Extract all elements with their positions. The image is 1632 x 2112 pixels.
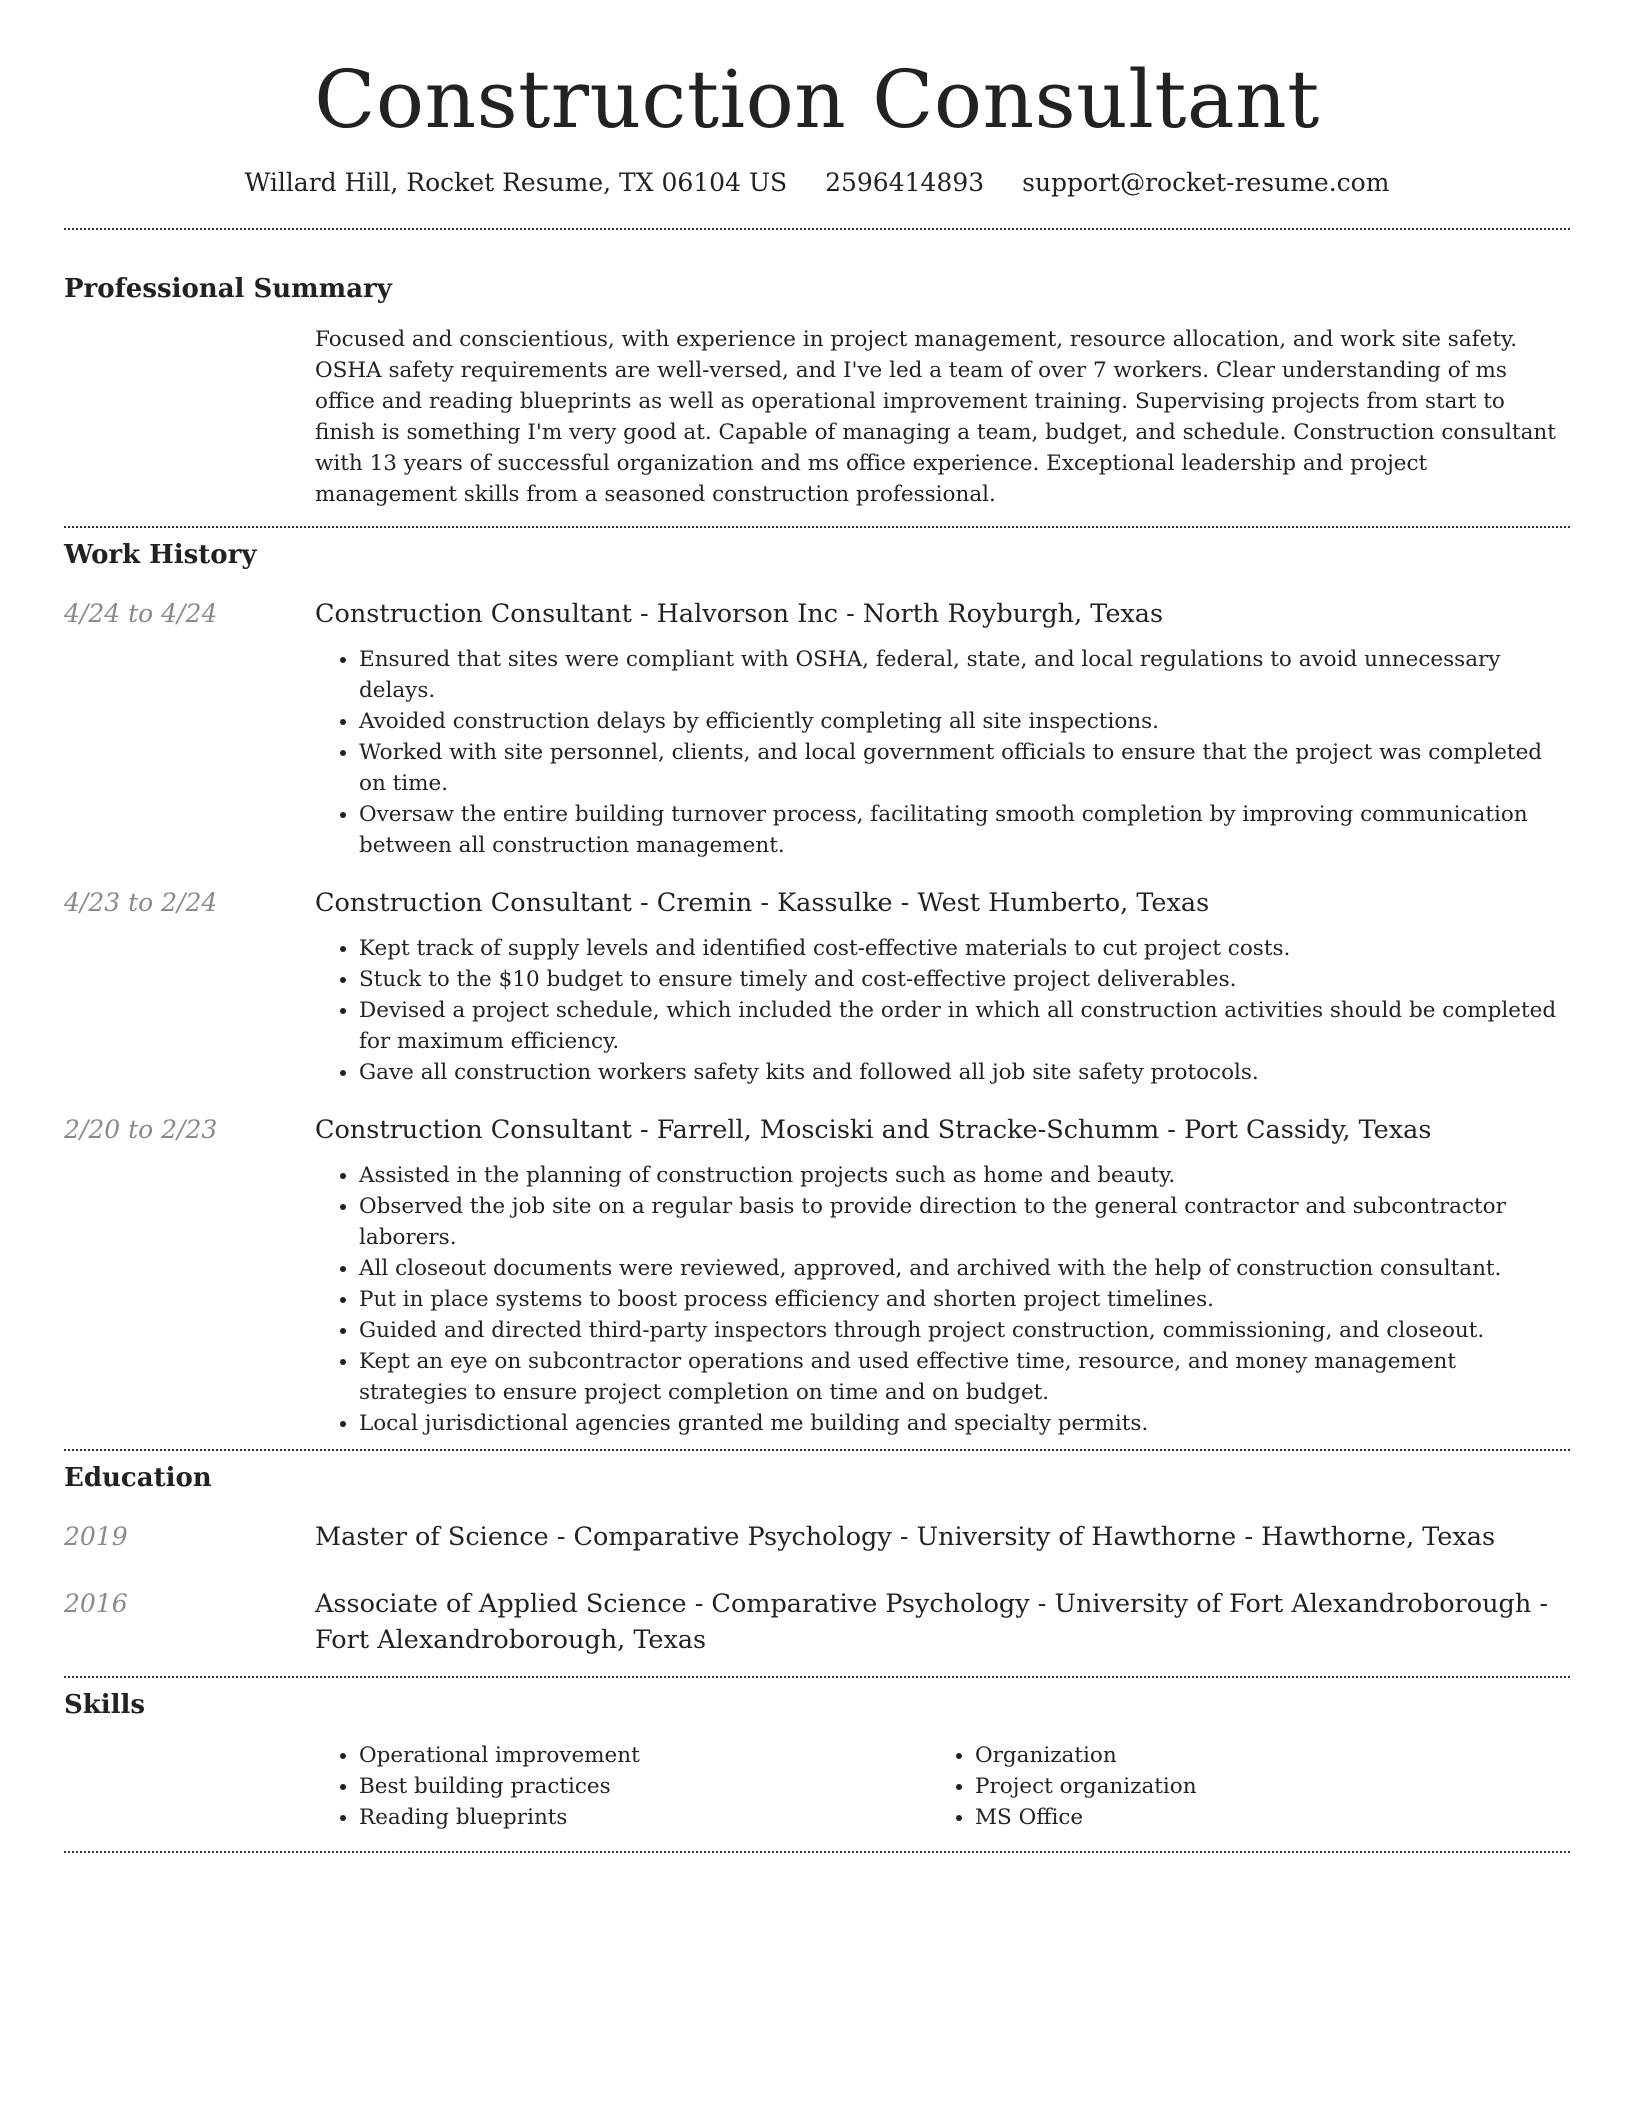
education-year: 2016 — [64, 1589, 128, 1618]
education-entry — [64, 1519, 1570, 1555]
skill-item: • Reading blueprints — [359, 1802, 931, 1833]
job-bullet: • Assisted in the planning of construction projects such as home and beauty. — [359, 1160, 1570, 1191]
education-title: Associate of Applied Science - Comparative Psychology - University of Fort Alexandroborough - Fort Alexandroborough, Texas — [315, 1589, 1548, 1655]
job-dates: 4/24 to 4/24 — [64, 599, 218, 628]
section-divider — [64, 1449, 1570, 1451]
skill-item: • Project organization — [975, 1771, 1547, 1802]
job-bullet: • Kept track of supply levels and identified cost-effective materials to cut project costs. — [359, 933, 1570, 964]
job-bullet: • Kept an eye on subcontractor operations and used effective time, resource, and money management strategies to ensure project completion on time and on budget. — [359, 1346, 1570, 1408]
contact-email: support@rocket-resume.com — [1022, 168, 1390, 197]
skill-item: • MS Office — [975, 1802, 1547, 1833]
job-title: Construction Consultant - Farrell, Mosciski and Stracke-Schumm - Port Cassidy, Texas — [315, 1115, 1432, 1145]
resume-page — [64, 0, 1570, 1853]
job-bullet: • Guided and directed third-party inspectors through project construction, commissioning, and closeout. — [359, 1315, 1570, 1346]
section-divider — [64, 1851, 1570, 1853]
skills-section — [64, 1688, 1570, 1833]
education-entry — [64, 1586, 1570, 1658]
skill-item: • Best building practices — [359, 1771, 931, 1802]
job-bullet: • Observed the job site on a regular basis to provide direction to the general contractor and subcontractor laborers. — [359, 1191, 1570, 1253]
education-section — [64, 1461, 1570, 1658]
job-entry — [64, 1112, 1570, 1439]
job-bullet: • Ensured that sites were compliant with OSHA, federal, state, and local regulations to avoid unnecessary delays. — [359, 644, 1570, 706]
job-title: Construction Consultant - Cremin - Kassulke - West Humberto, Texas — [315, 888, 1210, 918]
skill-item: • Operational improvement — [359, 1740, 931, 1771]
section-divider — [64, 1676, 1570, 1678]
job-bullet: • Devised a project schedule, which included the order in which all construction activities should be completed for maximum efficiency. — [359, 995, 1570, 1057]
education-year: 2019 — [64, 1522, 128, 1551]
education-title: Master of Science - Comparative Psychology - University of Hawthorne - Hawthorne, Texas — [315, 1522, 1496, 1552]
section-divider — [64, 228, 1570, 230]
skill-item: • Organization — [975, 1740, 1547, 1771]
education-heading: Education — [64, 1463, 212, 1493]
work-history-section — [64, 538, 1570, 1439]
job-bullet: • All closeout documents were reviewed, approved, and archived with the help of construction consultant. — [359, 1253, 1570, 1284]
work-history-heading: Work History — [64, 540, 257, 570]
section-divider — [64, 526, 1570, 528]
skills-column-right — [931, 1740, 1547, 1833]
contact-line — [64, 166, 1570, 200]
job-dates: 2/20 to 2/23 — [64, 1115, 218, 1144]
job-bullet: • Stuck to the $10 budget to ensure timely and cost-effective project deliverables. — [359, 964, 1570, 995]
job-bullet: • Put in place systems to boost process efficiency and shorten project timelines. — [359, 1284, 1570, 1315]
job-bullet: • Worked with site personnel, clients, and local government officials to ensure that the project was completed on time. — [359, 737, 1570, 799]
job-bullets — [315, 644, 1570, 861]
summary-heading: Professional Summary — [64, 274, 392, 304]
summary-text: Focused and conscientious, with experience in project management, resource allocation, and work site safety. OSHA safety requirements are well-versed, and I've led a team of over 7 workers. Clear understanding of ms office and reading blueprints as well as operational improvement training. Supervising projects from start to finish is something I'm very good at. Capable of managing a team, budget, and schedule. Construction consultant with 13 years of successful organization and ms office experience. Exceptional leadership and project management skills from a seasoned construction professional. — [315, 327, 1556, 507]
contact-address: Willard Hill, Rocket Resume, TX 06104 US — [244, 168, 788, 197]
skills-heading: Skills — [64, 1690, 146, 1720]
job-bullet: • Oversaw the entire building turnover process, facilitating smooth completion by improving communication between all construction management. — [359, 799, 1570, 861]
job-bullets — [315, 1160, 1570, 1439]
job-entry — [64, 596, 1570, 861]
skills-list — [315, 1740, 1570, 1833]
job-dates: 4/23 to 2/24 — [64, 888, 218, 917]
job-bullets — [315, 933, 1570, 1088]
resume-title: Construction Consultant — [314, 53, 1320, 146]
job-bullet: • Gave all construction workers safety kits and followed all job site safety protocols. — [359, 1057, 1570, 1088]
job-title: Construction Consultant - Halvorson Inc - North Royburgh, Texas — [315, 599, 1164, 629]
job-bullet: • Local jurisdictional agencies granted me building and specialty permits. — [359, 1408, 1570, 1439]
job-bullet: • Avoided construction delays by efficiently completing all site inspections. — [359, 706, 1570, 737]
contact-phone: 2596414893 — [825, 168, 985, 197]
job-entry — [64, 885, 1570, 1088]
summary-section — [64, 272, 1570, 510]
skills-column-left — [315, 1740, 931, 1833]
